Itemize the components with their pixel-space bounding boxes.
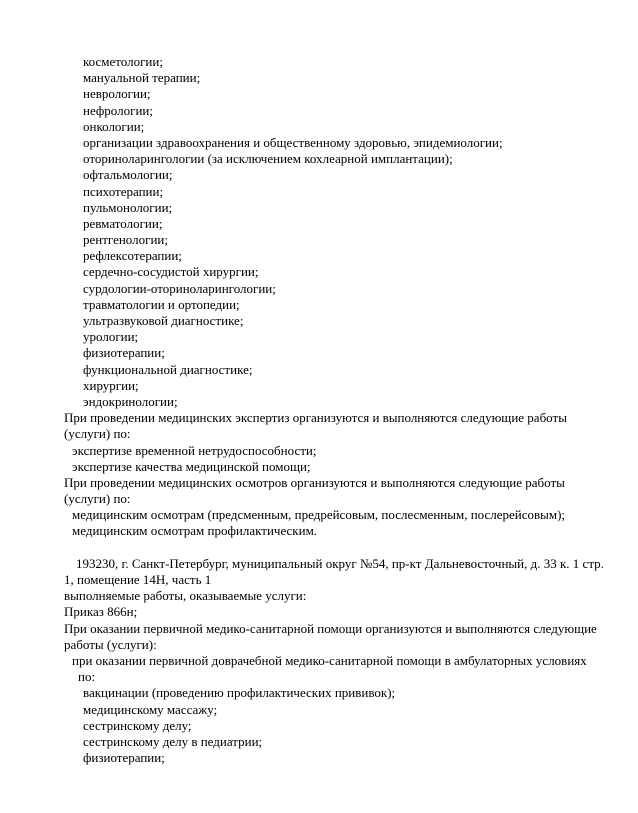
- text-line: (услуги) по:: [64, 426, 131, 442]
- text-line: рефлексотерапии;: [83, 248, 182, 264]
- text-line: мануальной терапии;: [83, 70, 201, 86]
- text-line: При оказании первичной медико-санитарной помощи организуются и выполняются следующие: [64, 620, 597, 636]
- text-line: выполняемые работы, оказываемые услуги:: [64, 588, 307, 604]
- text-line: функциональной диагностике;: [83, 361, 253, 377]
- text-line: медицинским осмотрам (предсменным, предрейсовым, послесменным, послерейсовым);: [72, 507, 566, 523]
- text-line: медицинским осмотрам профилактическим.: [72, 523, 318, 539]
- text-line: психотерапии;: [83, 183, 164, 199]
- text-line: нефрологии;: [83, 102, 153, 118]
- text-line: (услуги) по:: [64, 491, 131, 507]
- text-line: При проведении медицинских осмотров организуются и выполняются следующие работы: [64, 474, 565, 490]
- text-line: онкологии;: [83, 118, 145, 134]
- text-line: 1, помещение 14Н, часть 1: [64, 572, 212, 587]
- text-line: пульмонологии;: [83, 199, 173, 215]
- text-line: по:: [78, 669, 96, 685]
- text-line: хирургии;: [83, 377, 139, 393]
- text-line: рентгенологии;: [83, 232, 168, 248]
- blank-line: [64, 540, 638, 556]
- text-line: ультразвуковой диагностике;: [83, 313, 244, 328]
- text-line: косметологии;: [83, 54, 163, 69]
- text-line: экспертизе качества медицинской помощи;: [72, 458, 311, 474]
- text-line: работы (услуги):: [64, 636, 157, 652]
- text-line: сурдологии-оториноларингологии;: [83, 280, 276, 296]
- text-line: сестринскому делу в педиатрии;: [83, 733, 263, 749]
- text-line: Приказ 866н;: [64, 604, 138, 620]
- text-line: сестринскому делу;: [83, 717, 192, 733]
- text-line: вакцинации (проведению профилактических прививок);: [83, 685, 396, 701]
- text-line: сердечно-сосудистой хирургии;: [83, 264, 259, 280]
- text-line: неврологии;: [83, 86, 151, 102]
- text-line: При проведении медицинских экспертиз организуются и выполняются следующие работы: [64, 410, 567, 426]
- text-line: эндокринологии;: [83, 393, 178, 409]
- text-line: при оказании первичной доврачебной медико-санитарной помощи в амбулаторных условиях: [72, 652, 587, 668]
- text-line: физиотерапии;: [83, 345, 165, 361]
- text-line: урологии;: [83, 329, 139, 345]
- text-line: офтальмологии;: [83, 167, 173, 183]
- text-line: 193230, г. Санкт-Петербург, муниципальный округ №54, пр-кт Дальневосточный, д. 33 к. 1 стр.: [76, 555, 604, 571]
- text-line: медицинскому массажу;: [83, 701, 218, 717]
- text-line: физиотерапии;: [83, 750, 165, 766]
- text-line: травматологии и ортопедии;: [83, 296, 240, 312]
- text-line: экспертизе временной нетрудоспособности;: [72, 442, 317, 458]
- text-line: ревматологии;: [83, 215, 163, 231]
- text-line: оториноларингологии (за исключением кохлеарной имплантации);: [83, 151, 453, 167]
- text-line: организации здравоохранения и общественному здоровью, эпидемиологии;: [83, 134, 503, 150]
- document-text-block: [64, 54, 638, 766]
